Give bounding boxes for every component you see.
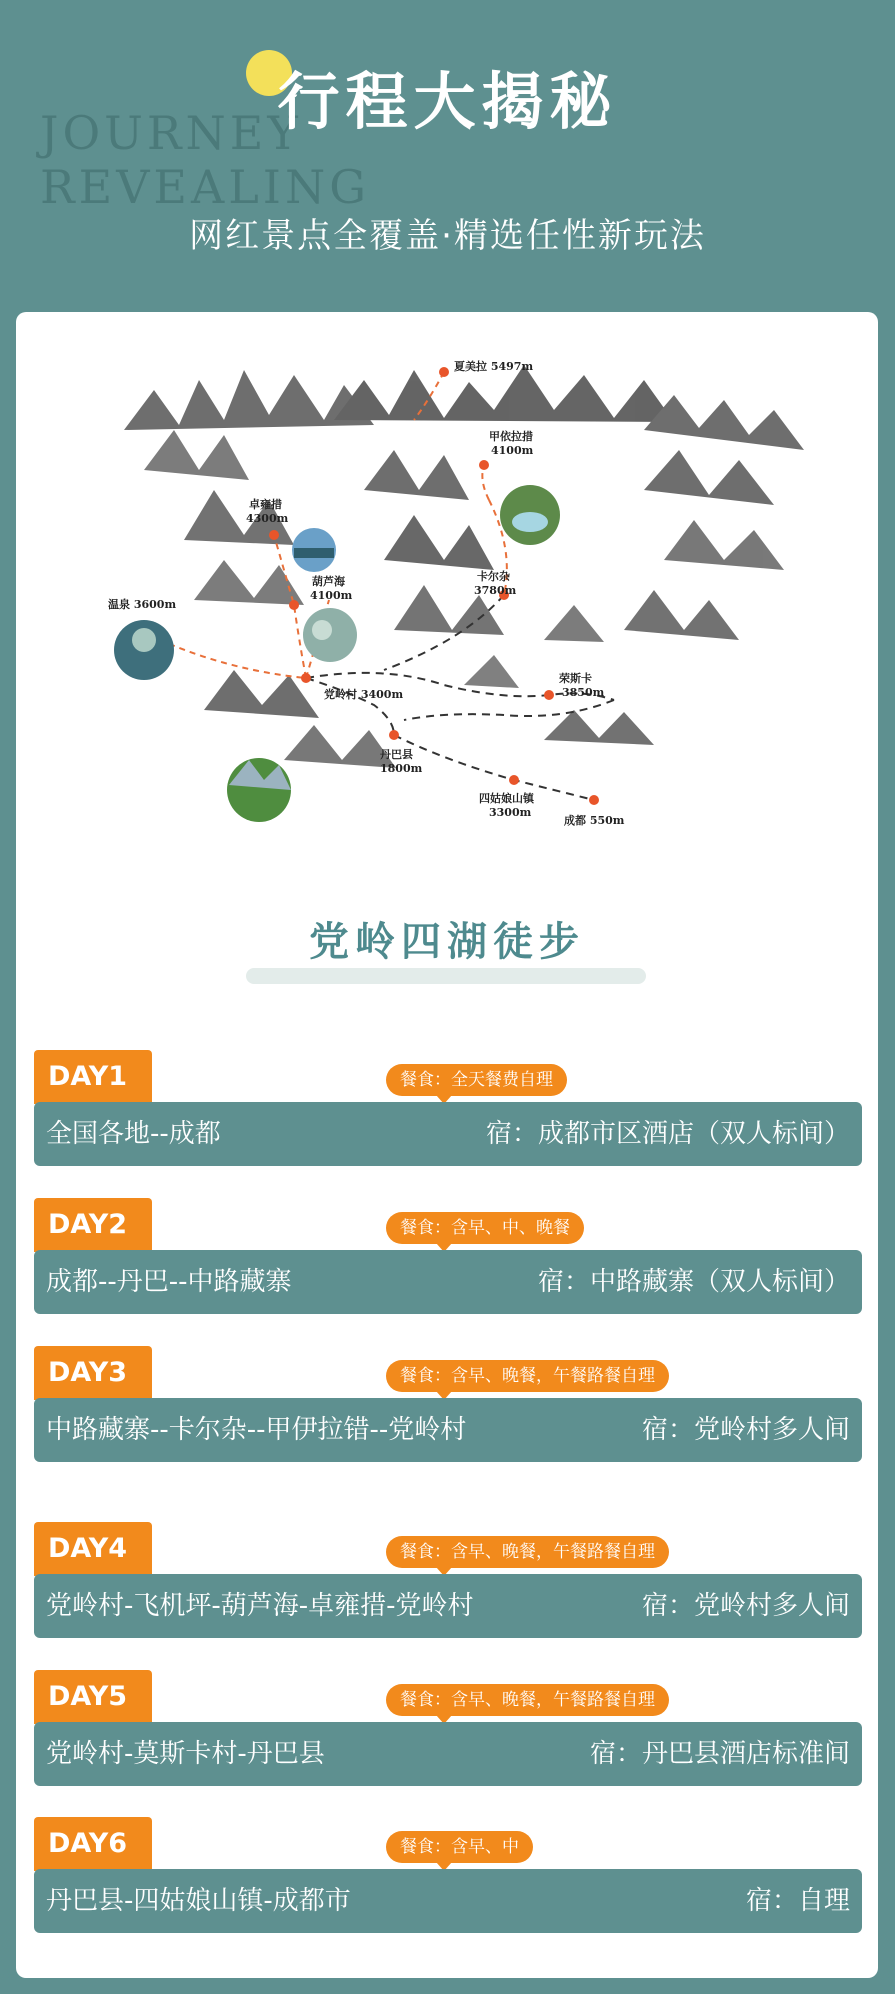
route-bar xyxy=(34,1250,862,1314)
stay-text: 宿：中路藏寨（双人标间） xyxy=(537,1267,850,1297)
marker-danglingcun xyxy=(301,673,311,683)
meal-tag: 餐食：含早、晚餐，午餐路餐自理 xyxy=(386,1536,669,1568)
route-bar xyxy=(34,1574,862,1638)
label-huluhai-name: 葫芦海 xyxy=(312,575,345,588)
stay-text: 宿：自理 xyxy=(745,1886,850,1916)
label-kaerza-name: 卡尔杂 xyxy=(477,570,510,583)
label-siguniang-name: 四姑娘山镇 xyxy=(479,792,534,805)
route-text: 全国各地--成都 xyxy=(46,1119,221,1149)
label-kaerza-alt: 3780m xyxy=(474,584,517,597)
route-text: 党岭村-莫斯卡村-丹巴县 xyxy=(46,1739,325,1769)
day-badge: DAY3 xyxy=(34,1346,152,1400)
label-wenquan: 温泉 3600m xyxy=(108,598,177,611)
marker-xiameila xyxy=(439,367,449,377)
label-zhuoyongcuo-alt: 4300m xyxy=(246,512,289,525)
day-badge: DAY6 xyxy=(34,1817,152,1871)
route-map xyxy=(84,340,844,880)
label-chengdu: 成都 550m xyxy=(564,814,625,827)
marker-chengdu xyxy=(589,795,599,805)
meal-tag: 餐食：含早、晚餐，午餐路餐自理 xyxy=(386,1684,669,1716)
stay-text: 宿：党岭村多人间 xyxy=(641,1591,850,1621)
day-badge: DAY5 xyxy=(34,1670,152,1724)
route-bar xyxy=(34,1722,862,1786)
route-text: 中路藏寨--卡尔杂--甲伊拉错--党岭村 xyxy=(46,1415,467,1445)
label-xiameila: 夏美拉 5497m xyxy=(454,360,534,373)
label-siguniang-alt: 3300m xyxy=(489,806,532,819)
section-underline xyxy=(246,968,646,984)
header xyxy=(0,0,895,310)
label-huluhai-alt: 4100m xyxy=(310,589,353,602)
stay-text: 宿：丹巴县酒店标准间 xyxy=(589,1739,850,1769)
slogan: 网红景点全覆盖·精选任性新玩法 xyxy=(189,216,706,256)
label-danbaxian-name: 丹巴县 xyxy=(380,748,413,761)
meal-tag: 餐食：含早、晚餐，午餐路餐自理 xyxy=(386,1360,669,1392)
marker-danbaxian xyxy=(389,730,399,740)
route-text: 党岭村-飞机坪-葫芦海-卓雍措-党岭村 xyxy=(46,1591,474,1621)
meal-tag: 餐食：全天餐费自理 xyxy=(386,1064,567,1096)
label-jiayilacuo-name: 甲依拉措 xyxy=(489,430,533,443)
marker-jiayilacuo xyxy=(479,460,489,470)
day-badge: DAY1 xyxy=(34,1050,152,1104)
label-danbaxian-alt: 1800m xyxy=(380,762,423,775)
meal-tag: 餐食：含早、中 xyxy=(386,1831,533,1863)
section-title: 党岭四湖徒步 xyxy=(309,919,585,965)
label-jiayilacuo-alt: 4100m xyxy=(491,444,534,457)
stay-text: 宿：党岭村多人间 xyxy=(641,1415,850,1445)
marker-siguniang xyxy=(509,775,519,785)
route-bar xyxy=(34,1398,862,1462)
route-text: 丹巴县-四姑娘山镇-成都市 xyxy=(46,1886,351,1916)
marker-huluhai xyxy=(289,600,299,610)
label-zhuoyongcuo-name: 卓雍措 xyxy=(249,498,282,511)
label-yingsika-alt: 3850m xyxy=(562,686,605,699)
marker-yingsika xyxy=(544,690,554,700)
day-badge: DAY2 xyxy=(34,1198,152,1252)
photo-valley xyxy=(227,758,291,822)
route-text: 成都--丹巴--中路藏寨 xyxy=(46,1267,292,1297)
route-bar xyxy=(34,1869,862,1933)
day-badge: DAY4 xyxy=(34,1522,152,1576)
marker-zhuoyongcuo xyxy=(269,530,279,540)
stay-text: 宿：成都市区酒店（双人标间） xyxy=(485,1119,850,1149)
label-yingsika-name: 荣斯卡 xyxy=(559,672,592,685)
watermark-text: JOURNEY REVEALING xyxy=(40,106,370,214)
page-title: 行程大揭秘 xyxy=(277,65,618,138)
itinerary-card xyxy=(16,312,878,1978)
route-bar xyxy=(34,1102,862,1166)
label-danglingcun: 党岭村 3400m xyxy=(324,688,404,701)
meal-tag: 餐食：含早、中、晚餐 xyxy=(386,1212,584,1244)
